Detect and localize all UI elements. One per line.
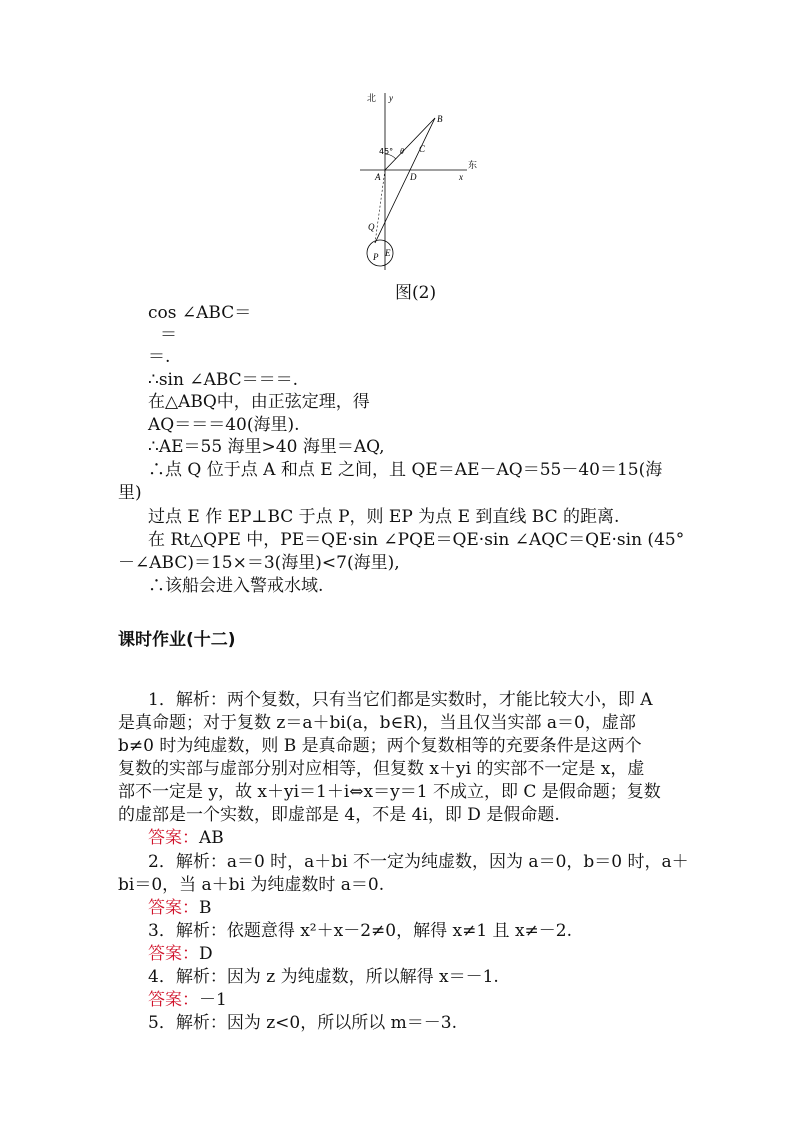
answer-line: [148, 943, 213, 965]
problem-1-line: 是真命题；对于复数 z＝a＋bi(a，b∈R)，当且仅当实部 a＝0，虚部: [118, 713, 636, 733]
geometry-figure: [355, 88, 485, 278]
solution-line: ∴sin ∠ABC＝＝＝.: [148, 370, 299, 390]
solution-line: －∠ABC)＝15×＝3(海里)<7(海里),: [118, 553, 400, 573]
problem-1-line: 部不一定是 y，故 x＋yi＝1＋i⇔x＝y＝1 不成立，即 C 是假命题；复数: [118, 782, 661, 802]
label-theta: θ: [400, 147, 404, 156]
solution-line: ∴该船会进入警戒水域.: [148, 576, 324, 596]
solution-line: 在 Rt△QPE 中，PE＝QE·sin ∠PQE＝QE·sin ∠AQC＝QE·sin (45°: [148, 530, 685, 550]
problem-5-line: 5．解析：因为 z<0，所以所以 m＝－3.: [148, 1013, 457, 1033]
solution-line: 里): [118, 483, 142, 503]
line-qb: [375, 118, 435, 243]
answer-label: 答案：: [148, 944, 199, 964]
label-y: y: [389, 93, 393, 103]
label-a: A: [375, 172, 381, 182]
section-title: 课时作业(十二): [118, 630, 236, 650]
answer-value: －1: [199, 990, 227, 1010]
solution-line: 在△ABQ中，由正弦定理，得: [148, 392, 370, 412]
answer-value: D: [199, 944, 213, 964]
label-q: Q: [368, 222, 375, 232]
problem-3-line: 3．解析：依题意得 x²＋x－2≠0，解得 x≠1 且 x≠－2.: [148, 921, 572, 941]
answer-label: 答案：: [148, 898, 199, 918]
answer-line: [148, 897, 212, 919]
label-north: 北: [367, 94, 377, 104]
label-e: E: [385, 248, 391, 258]
problem-4-line: 4．解析：因为 z 为纯虚数，所以解得 x＝－1.: [148, 967, 499, 987]
line-ab: [385, 118, 435, 170]
solution-line: ∴AE＝55 海里>40 海里＝AQ,: [148, 437, 385, 457]
solution-line: ＝: [160, 325, 177, 345]
solution-line: ＝.: [148, 347, 171, 367]
solution-line: 过点 E 作 EP⊥BC 于点 P，则 EP 为点 E 到直线 BC 的距离.: [148, 507, 620, 527]
problem-2-line: bi＝0，当 a＋bi 为纯虚数时 a＝0.: [118, 875, 385, 895]
problem-2-line: 2．解析：a＝0 时，a＋bi 不一定为纯虚数，因为 a＝0，b＝0 时，a＋: [148, 852, 689, 872]
label-c: C: [419, 144, 426, 154]
answer-label: 答案：: [148, 828, 199, 848]
label-p: P: [373, 252, 379, 262]
answer-value: AB: [199, 828, 224, 848]
solution-line: cos ∠ABC＝: [148, 303, 252, 323]
label-east: 东: [468, 161, 478, 171]
problem-1-line: 1．解析：两个复数，只有当它们都是实数时，才能比较大小，即 A: [148, 690, 653, 710]
solution-line: ∴点 Q 位于点 A 和点 E 之间，且 QE＝AE－AQ＝55－40＝15(海: [148, 460, 663, 480]
label-angle: 45°: [379, 147, 394, 156]
answer-line: [148, 989, 227, 1011]
figure-caption: 图(2): [395, 283, 437, 303]
label-b: B: [437, 114, 443, 124]
label-d: D: [410, 172, 417, 182]
coordinate-diagram: [355, 88, 485, 278]
answer-label: 答案：: [148, 990, 199, 1010]
answer-value: B: [199, 898, 212, 918]
answer-line: [148, 827, 224, 849]
problem-1-line: b≠0 时为纯虚数，则 B 是真命题；两个复数相等的充要条件是这两个: [118, 736, 642, 756]
solution-line: AQ＝＝＝40(海里).: [148, 415, 300, 435]
problem-1-line: 复数的实部与虚部分别对应相等，但复数 x＋yi 的实部不一定是 x，虚: [118, 759, 645, 779]
label-x: x: [459, 172, 463, 182]
problem-1-line: 的虚部是一个实数，即虚部是 4，不是 4i，即 D 是假命题.: [118, 805, 560, 825]
